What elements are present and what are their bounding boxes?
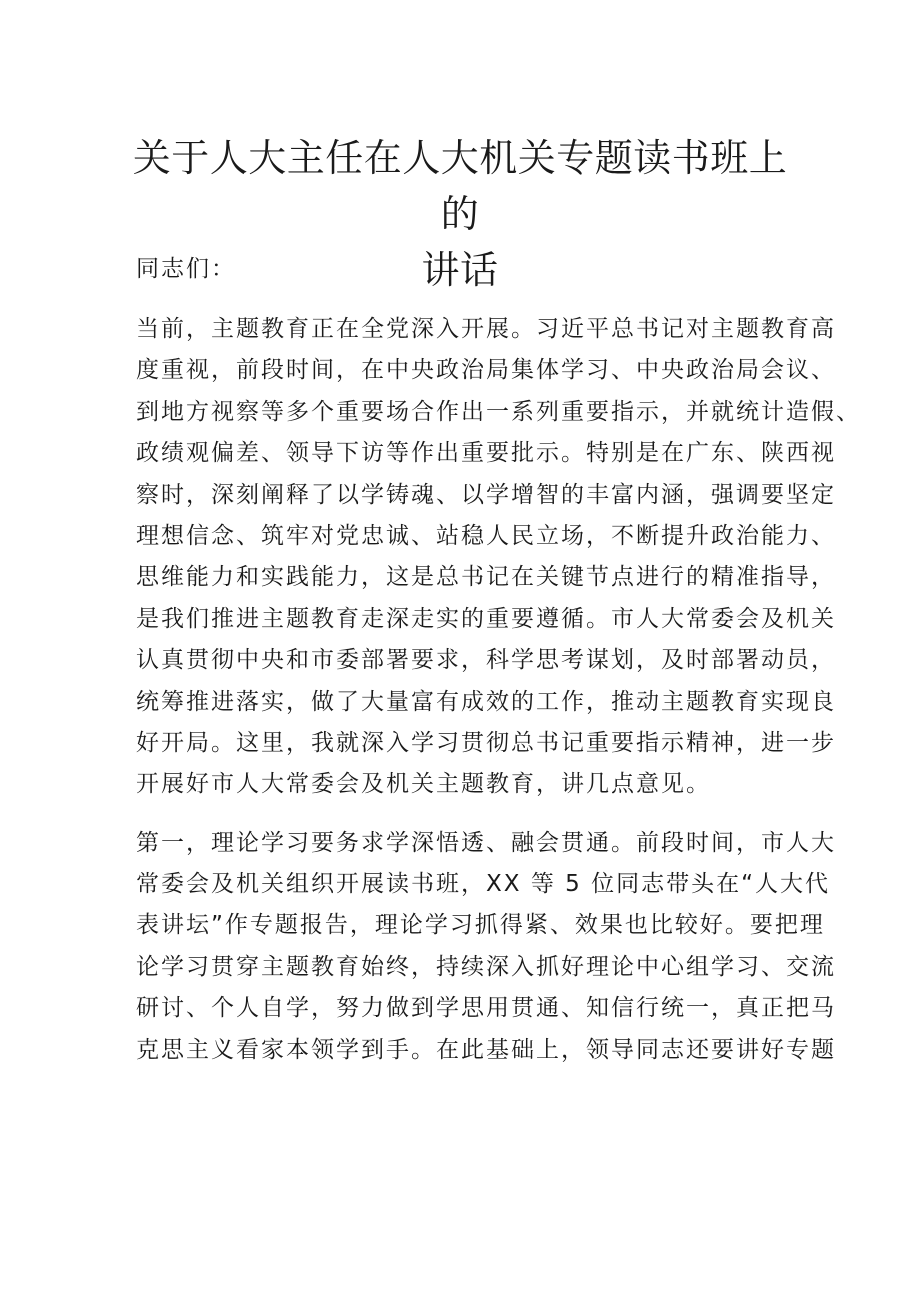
paragraph-line: 表讲坛”作专题报告，理论学习抓得紧、效果也比较好。要把理 <box>136 912 825 939</box>
paragraph-2 <box>136 823 836 1071</box>
paragraph-1 <box>136 309 861 806</box>
paragraph-line: 论学习贯穿主题教育始终，持续深入抓好理论中心组学习、交流 <box>136 953 836 980</box>
paragraph-line: 常委会及机关组织开展读书班，XX 等 5 位同志带头在“人大代 <box>136 871 830 898</box>
paragraph-line: 统筹推进落实，做了大量富有成效的工作，推动主题教育实现良 <box>136 688 836 715</box>
paragraph-line: 思维能力和实践能力，这是总书记在关键节点进行的精准指导， <box>136 564 836 591</box>
paragraph-line: 度重视，前段时间，在中央政治局集体学习、中央政治局会议、 <box>136 357 836 384</box>
paragraph-line: 政绩观偏差、领导下访等作出重要批示。特别是在广东、陕西视 <box>136 440 836 467</box>
paragraph-line: 研讨、个人自学，努力做到学思用贯通、知信行统一，真正把马 <box>136 995 836 1022</box>
paragraph-line: 好开局。这里，我就深入学习贯彻总书记重要指示精神，进一步 <box>136 729 836 756</box>
title-line: 讲话 <box>421 248 499 292</box>
paragraph-line: 到地方视察等多个重要场合作出一系列重要指示，并就统计造假、 <box>136 398 861 425</box>
paragraph-line: 第一，理论学习要务求学深悟透、融会贯通。前段时间，市人大 <box>136 829 836 856</box>
paragraph-line: 是我们推进主题教育走深走实的重要遵循。市人大常委会及机关 <box>136 605 836 632</box>
paragraph-line: 察时，深刻阐释了以学铸魂、以学增智的丰富内涵，强调要坚定 <box>136 481 836 508</box>
document-body <box>136 252 861 1071</box>
paragraph-line: 认真贯彻中央和市委部署要求，科学思考谋划，及时部署动员， <box>136 647 836 674</box>
paragraph-line: 理想信念、筑牢对党忠诚、站稳人民立场，不断提升政治能力、 <box>136 522 836 549</box>
paragraph-line: 当前，主题教育正在全党深入开展。习近平总书记对主题教育高 <box>136 316 836 342</box>
paragraph-line: 开展好市人大常委会及机关主题教育，讲几点意见。 <box>136 771 711 798</box>
title-line: 关于人大主任在人大机关专题读书班上的 <box>132 136 788 236</box>
paragraph-line: 克思主义看家本领学到手。在此基础上，领导同志还要讲好专题 <box>136 1036 836 1063</box>
salutation: 同志们： <box>136 256 236 282</box>
